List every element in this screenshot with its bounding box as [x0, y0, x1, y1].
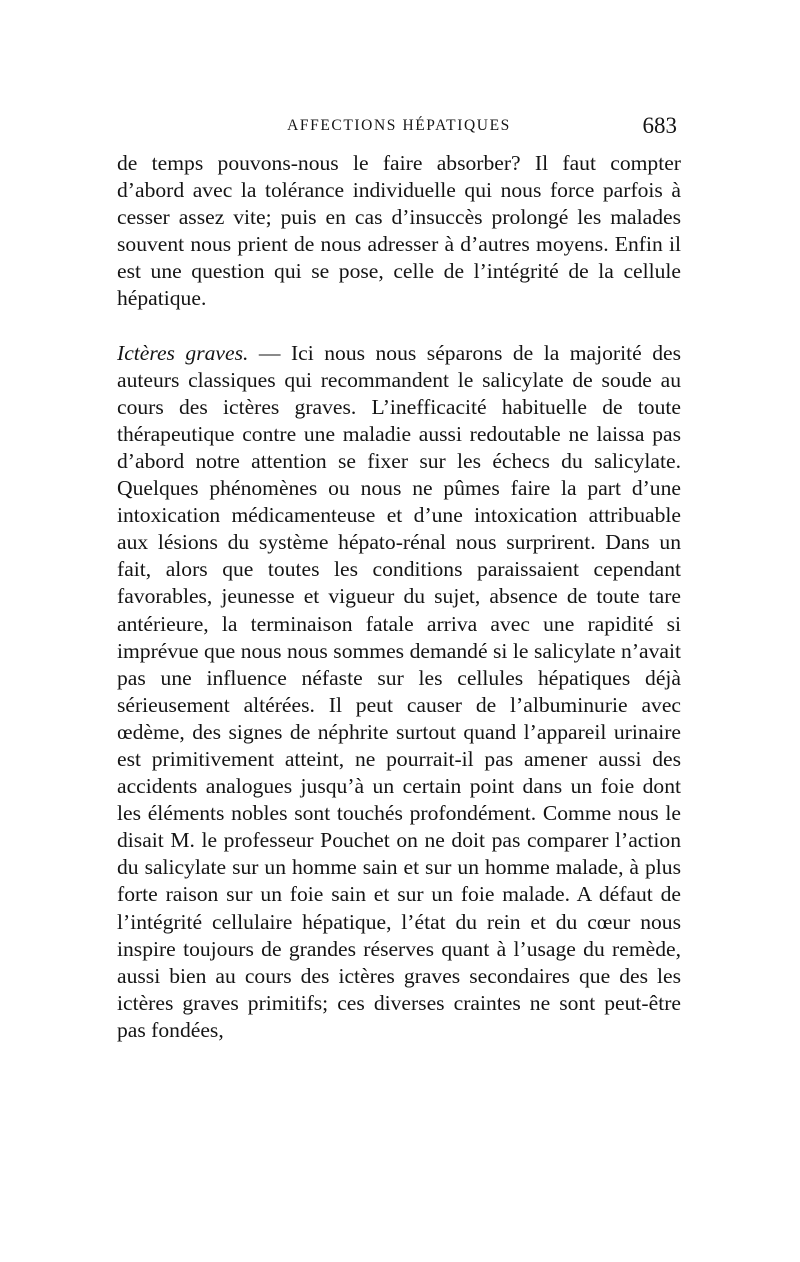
- running-head: [117, 113, 681, 145]
- section-run-in-title: Ictères graves.: [117, 340, 249, 365]
- paragraph: de temps pouvons-nous le faire absorber? Il faut compter d’abord avec la tolérance individuelle qui nous force parfois à cesser assez vite; puis en cas d’insuccès prolongé les malades souvent nous prient de nous adresser à d’autres moyens. Enfin il est une question qui se pose, celle de l’intégrité de la cellule hépatique.: [117, 151, 681, 311]
- running-title: AFFECTIONS HÉPATIQUES: [287, 117, 511, 134]
- paragraph: [117, 340, 681, 1044]
- paragraph-text: — Ici nous nous séparons de la majorité des auteurs classiques qui recommandent le salicylate de soude au cours des ictères graves. L’inefficacité habituelle de toute thérapeutique contre une maladie aussi redoutable ne laissa pas d’abord notre attention se fixer sur les échecs du salicylate. Quelques phénomènes ou nous ne pûmes faire la part d’une intoxication médicamenteuse et d’une intoxication attribuable aux lésions du système hépato-rénal nous surprirent. Dans un fait, alors que toutes les conditions paraissaient cependant favorables, jeunesse et vigueur du sujet, absence de toute tare antérieure, la terminaison fatale arriva avec une rapidité si imprévue que nous nous sommes demandé si le salicylate n’avait pas une influence néfaste sur les cellules hépatiques déjà sérieusement altérées. Il peut causer de l’albuminurie avec œdème, des signes de néphrite surtout quand l’appareil urinaire est primitivement atteint, ne pourrait-il pas amener aussi des accidents analogues jusqu’à un certain point dans un foie dont les éléments nobles sont touchés profondément. Comme nous le disait M. le professeur Pouchet on ne doit pas comparer l’action du salicylate sur un homme sain et sur un homme malade, à plus forte raison sur un foie sain et sur un foie malade. A défaut de l’intégrité cellulaire hépatique, l’état du rein et du cœur nous inspire toujours de grandes réserves quant à l’usage du remède, aussi bien au cours des ictères graves secondaires que des les ictères graves primitifs; ces diverses craintes ne sont peut-être pas fondées,: [117, 340, 681, 1042]
- body-text: [117, 150, 681, 1044]
- page-number: 683: [642, 113, 677, 138]
